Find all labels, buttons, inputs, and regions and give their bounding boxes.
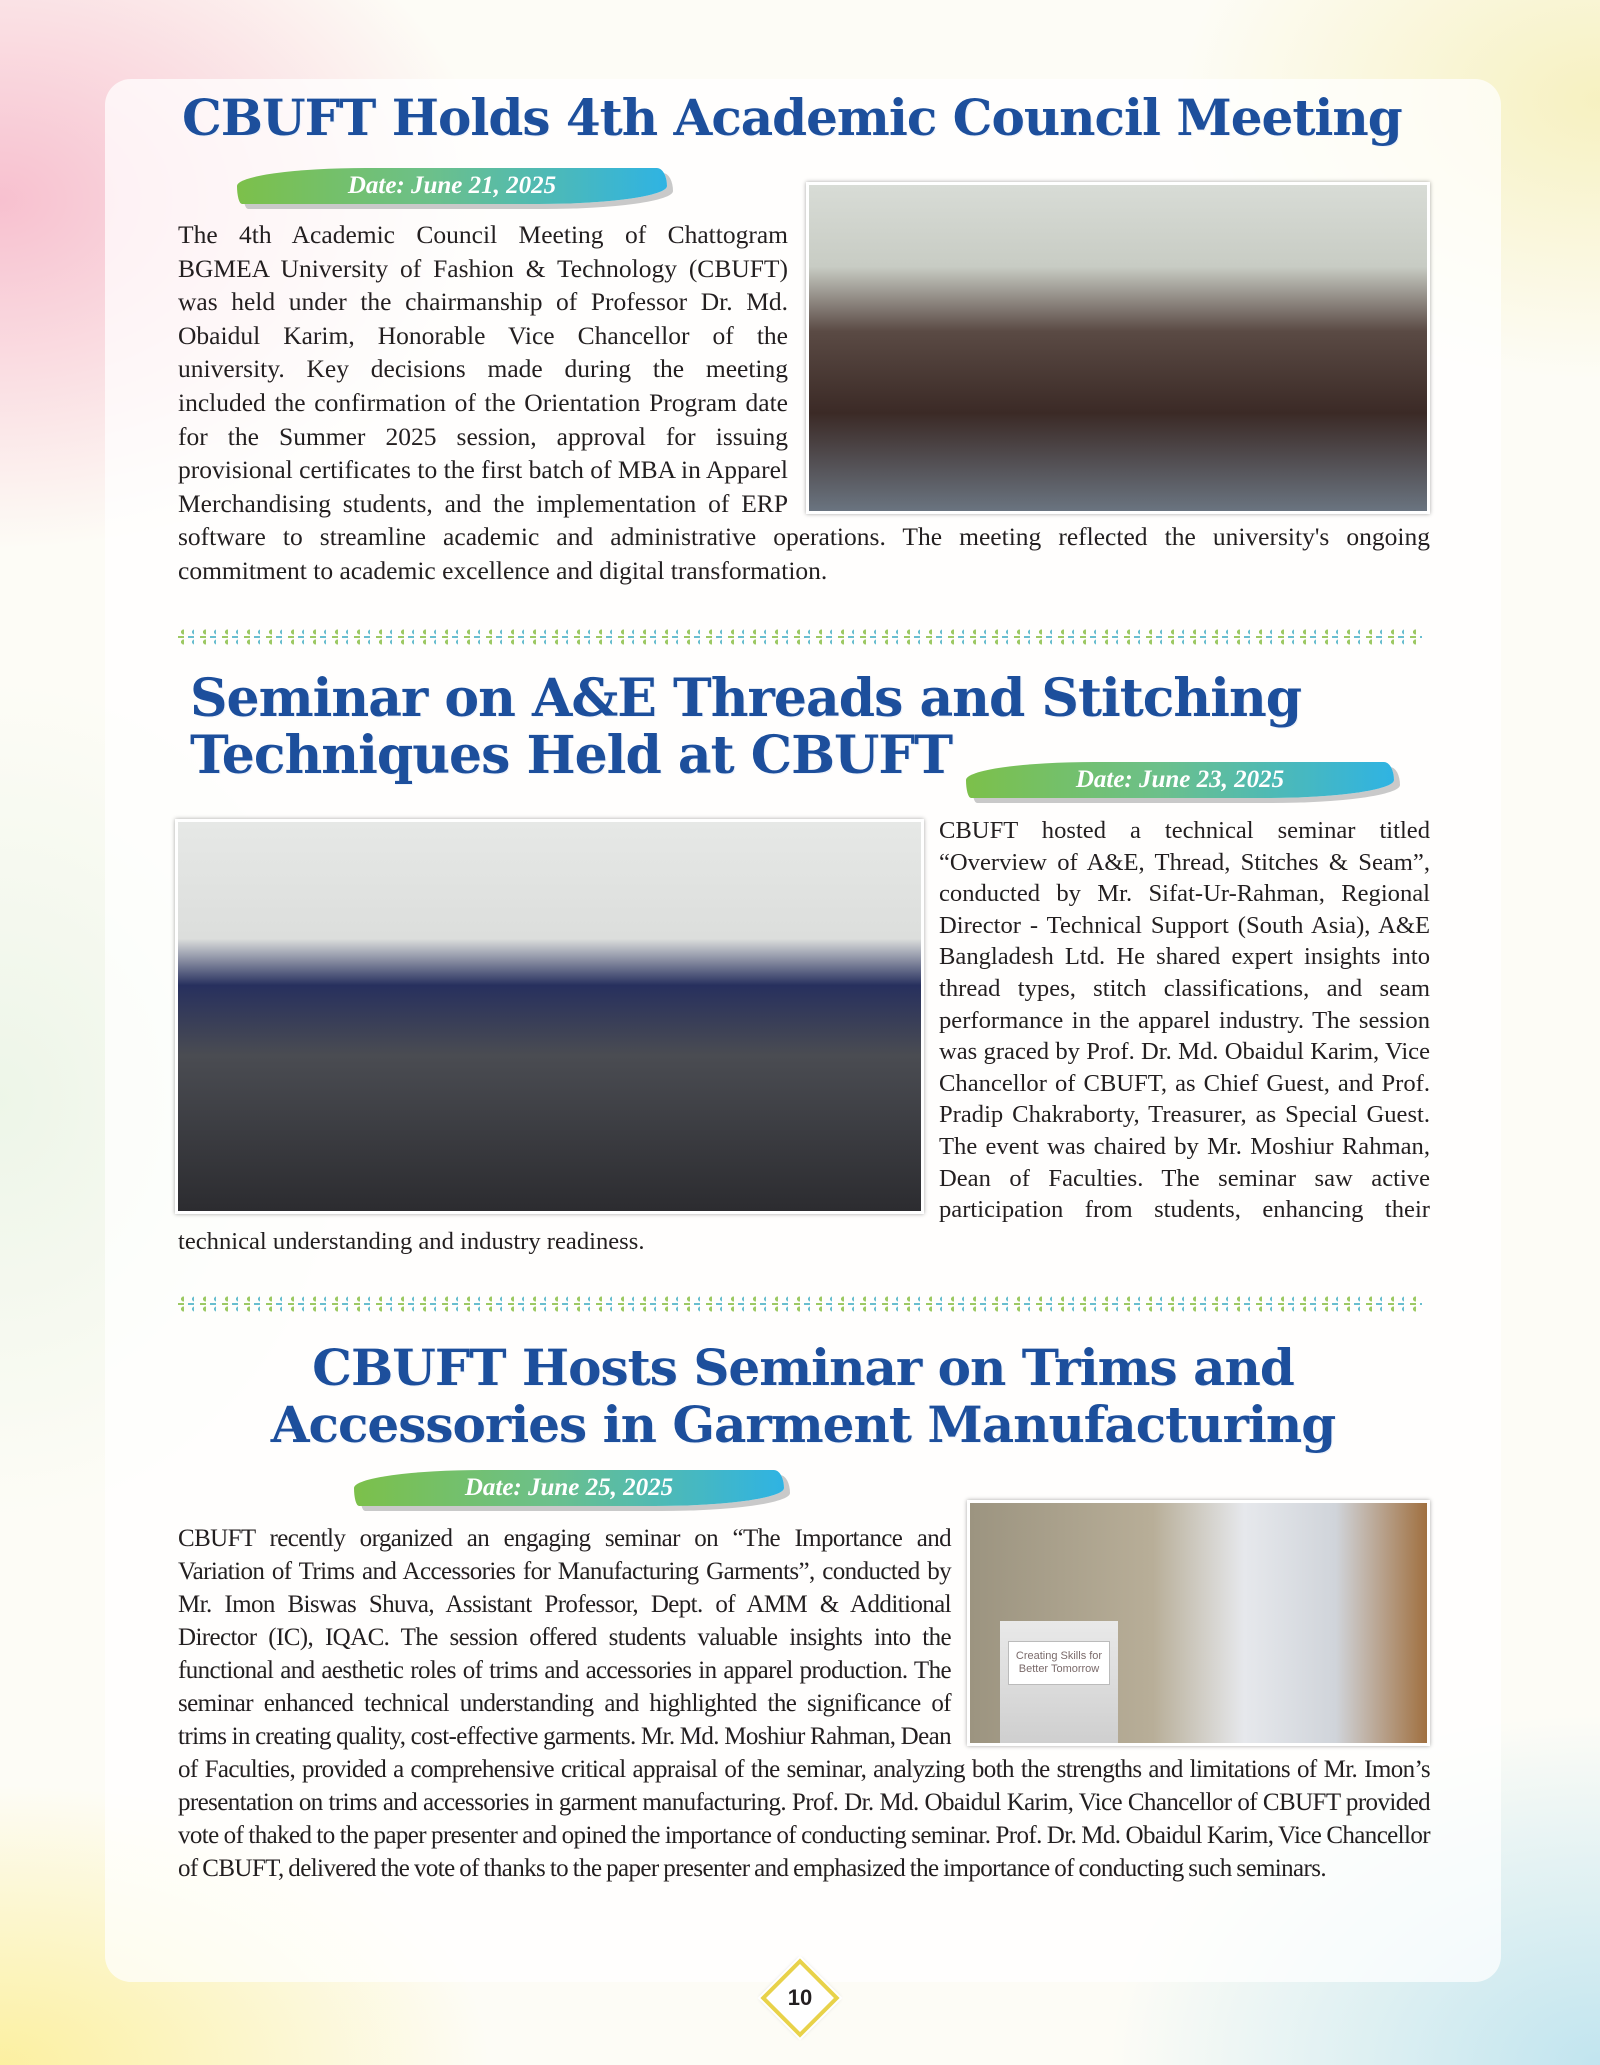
article-2-text: CBUFT hosted a technical seminar titled “Overview of A&E, Thread, Stitches & Seam”, conducted by Mr. Sifat-Ur-Rahman, Regional Director - Technical Support (South Asia), A&E Bangladesh Ltd. He shared expert insights into thread types, stitch classifications, and seam performance in the apparel industry. The session was graced by Prof. Dr. Md. Obaidul Karim, Vice Chancellor of CBUFT, as Chief Guest, and Prof. Pradip Chakraborty, Treasurer, as Special Guest. The event was chaired by Mr. Moshiur Rahman, Dean of Faculties. The seminar saw active participation from students, enhancing their technical understanding and industry readiness. — [178, 817, 1430, 1255]
article-1-date: Date: June 21, 2025 — [237, 168, 667, 204]
ornament-divider — [178, 1294, 1422, 1314]
article-3-photo-presenter — [967, 1500, 1430, 1746]
article-1-photo-meeting — [806, 182, 1430, 514]
article-1-title: CBUFT Holds 4th Academic Council Meeting — [182, 88, 1402, 147]
article-1-text: The 4th Academic Council Meeting of Chattogram BGMEA University of Fashion & Technology (CBUFT) was held under the chairmanship of Professor Dr. Md. Obaidul Karim, Honorable Vice Chancellor of the university. Key decisions made during the meeting included the confirmation of the Orientation Program date for the Summer 2025 session, approval for issuing provisional certificates to the first batch of MBA in Apparel Merchandising students, and the implementation of ERP software to streamline academic and administrative operations. The meeting reflected the university's ongoing commitment to academic excellence and digital transformation. — [178, 220, 1430, 585]
article-3-title-line1: CBUFT Hosts Seminar on Trims and — [312, 1338, 1294, 1397]
article-2-body — [178, 815, 1430, 1257]
article-3-title-line2: Accessories in Garment Manufacturing — [270, 1395, 1336, 1454]
article-3-body — [178, 1522, 1430, 1885]
lectern-banner: Creating Skills for Better Tomorrow — [1008, 1641, 1110, 1685]
article-2-title-line1: Seminar on A&E Threads and Stitching — [190, 668, 1302, 729]
article-2-photo-speaker — [175, 819, 924, 1214]
article-2-title-line2: Techniques Held at CBUFT — [190, 725, 953, 786]
article-3-date: Date: June 25, 2025 — [354, 1470, 784, 1506]
page-number: 10 — [787, 1985, 813, 2010]
article-1-body — [178, 218, 1430, 588]
ornament-divider — [178, 627, 1422, 647]
article-3-text: CBUFT recently organized an engaging seminar on “The Importance and Variation of Trims and Accessories for Manufacturing Garments”, conducted by Mr. Imon Biswas Shuva, Assistant Professor, Dept. of AMM & Additional Director (IC), IQAC. The session offered students valuable insights into the functional and aesthetic roles of trims and accessories in apparel production. The seminar enhanced technical understanding and highlighted the significance of trims in creating quality, cost-effective garments. Mr. Md. Moshiur Rahman, Dean of Faculties, provided a comprehensive critical appraisal of the seminar, analyzing both the strengths and limitations of Mr. Imon’s presentation on trims and accessories in garment manufacturing. Prof. Dr. Md. Obaidul Karim, Vice Chancellor of CBUFT provided vote of thaked to the paper presenter and opined the importance of conducting seminar. Prof. Dr. Md. Obaidul Karim, Vice Chancellor of CBUFT, delivered the vote of thanks to the paper presenter and emphasized the importance of conducting such seminars. — [178, 1525, 1430, 1882]
article-2-date: Date: June 23, 2025 — [966, 762, 1394, 798]
